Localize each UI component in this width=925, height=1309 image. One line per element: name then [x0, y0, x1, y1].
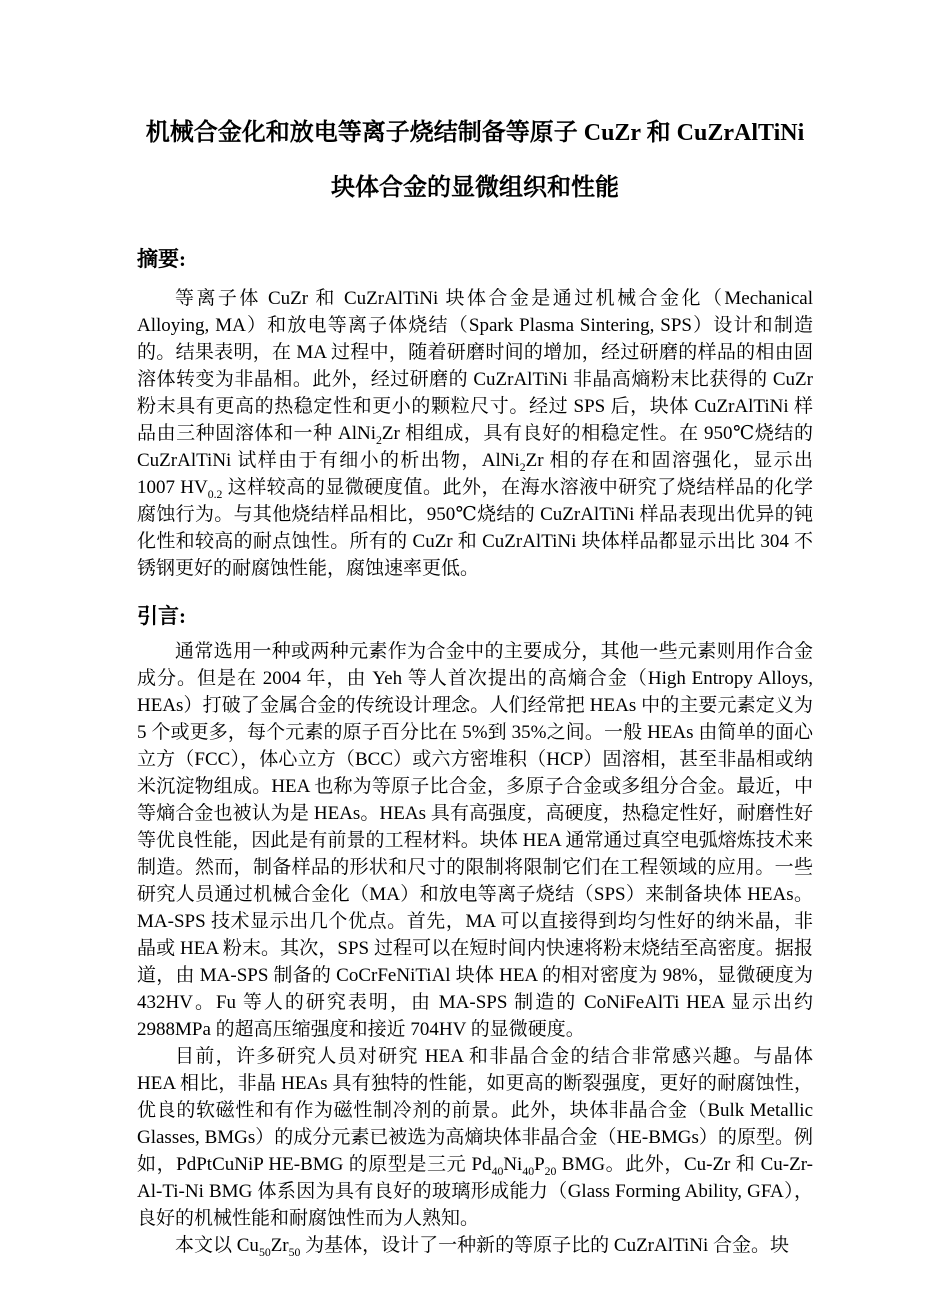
introduction-paragraph-2: 目前，许多研究人员对研究 HEA 和非晶合金的结合非常感兴趣。与晶体 HEA 相比，非晶 HEAs 具有独特的性能，如更高的断裂强度，更好的耐腐蚀性，优良的软磁性和有作为磁性制冷剂的前景。此外，块体非晶合金（Bulk Metallic Glasses, BMGs）的成分元素已被选为高熵块体非晶合金（HE-BMGs）的原型。例如，PdPtCuNiP HE-BMG 的原型是三元 $Pd_{40}Ni_{40}P_{20}$ BMG。此外，Cu-Zr 和 Cu-Zr-Al-Ti-Ni BMG 体系因为具有良好的玻璃形成能力（Glass Forming Ability, GFA），良好的机械性能和耐腐蚀性而为人熟知。	[137, 1046, 813, 1229]
document-title-line-2: 块体合金的显微组织和性能	[331, 175, 619, 201]
introduction-paragraph-1: 通常选用一种或两种元素作为合金中的主要成分，其他一些元素则用作合金成分。但是在 2004 年，由 Yeh 等人首次提出的高熵合金（High Entropy Alloys, HEAs）打破了金属合金的传统设计理念。人们经常把 HEAs 中的主要元素定义为 5 个或更多，每个元素的原子百分比在 5%到 35%之间。一般 HEAs 由简单的面心立方（FCC），体心立方（BCC）或六方密堆积（HCP）固溶相，甚至非晶相或纳米沉淀物组成。HEA 也称为等原子比合金，多原子合金或多组分合金。最近，中等熵合金也被认为是 HEAs。HEAs 具有高强度，高硬度，热稳定性好，耐磨性好等优良性能，因此是有前景的工程材料。块体 HEA 通常通过真空电弧熔炼技术来制造。然而，制备样品的形状和尺寸的限制将限制它们在工程领域的应用。一些研究人员通过机械合金化（MA）和放电等离子烧结（SPS）来制备块体 HEAs。MA-SPS 技术显示出几个优点。首先，MA 可以直接得到均匀性好的纳米晶，非晶或 HEA 粉末。其次，SPS 过程可以在短时间内快速将粉末烧结至高密度。据报道，由 MA-SPS 制备的 CoCrFeNiTiAl 块体 HEA 的相对密度为 98%，显微硬度为 432HV。Fu 等人的研究表明，由 MA-SPS 制造的 CoNiFeAlTi HEA 显示出约 2988MPa 的超高压缩强度和接近 704HV 的显微硬度。	[137, 641, 813, 1040]
document-title-line-1: 机械合金化和放电等离子烧结制备等原子 CuZr 和 CuZrAlTiNi	[145, 120, 805, 146]
introduction-paragraph-3: 本文以 $Cu_{50}Zr_{50}$ 为基体，设计了一种新的等原子比的 CuZrAlTiNi 合金。块	[175, 1235, 789, 1259]
introduction-heading: 引言:	[137, 604, 186, 628]
abstract-paragraph: 等离子体 CuZr 和 CuZrAlTiNi 块体合金是通过机械合金化（Mechanical Alloying, MA）和放电等离子体烧结（Spark Plasma Sintering, SPS）设计和制造的。结果表明，在 MA 过程中，随着研磨时间的增加，经过研磨的样品的相由固溶体转变为非晶相。此外，经过研磨的 CuZrAlTiNi 非晶高熵粉末比获得的 CuZr 粉末具有更高的热稳定性和更小的颗粒尺寸。经过 SPS 后，块体 CuZrAlTiNi 样品由三种固溶体和一种 AlNi$_2$Zr 相组成，具有良好的相稳定性。在 950℃烧结的 CuZrAlTiNi 试样由于有细小的析出物，AlNi$_2$Zr 相的存在和固溶强化，显示出 1007 $HV_{0.2}$ 这样较高的显微硬度值。此外，在海水溶液中研究了烧结样品的化学腐蚀行为。与其他烧结样品相比，950℃烧结的 CuZrAlTiNi 样品表现出优异的钝化性和较高的耐点蚀性。所有的 CuZr 和 CuZrAlTiNi 块体样品都显示出比 304 不锈钢更好的耐腐蚀性能，腐蚀速率更低。	[137, 288, 813, 579]
abstract-heading: 摘要:	[137, 247, 186, 271]
page-content	[137, 0, 813, 1259]
